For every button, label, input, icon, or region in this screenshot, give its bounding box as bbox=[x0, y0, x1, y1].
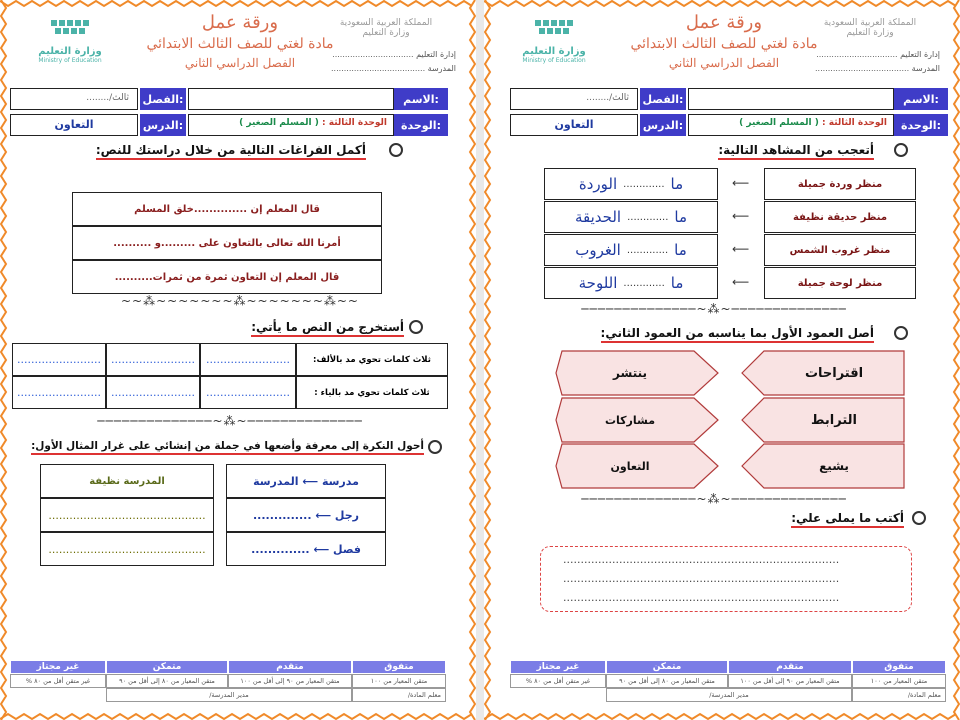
answer-dots: ............. bbox=[623, 178, 665, 190]
teacher-field: معلم المادة/ bbox=[852, 688, 946, 702]
q1-line-3: قال المعلم إن التعاون ثمرة من ثمرات.......... bbox=[72, 260, 382, 294]
arrow-left-icon: ⟵ bbox=[732, 176, 750, 190]
unit-field bbox=[688, 114, 894, 136]
school-field: المدرسة ..................................... bbox=[331, 64, 456, 73]
exclamation-answer[interactable] bbox=[544, 267, 718, 299]
class-field[interactable]: ثالث/........ bbox=[10, 88, 138, 110]
grade-cell: متقن المعيار من ١٠٠ bbox=[352, 674, 446, 688]
arrow-left-icon: ⟵ bbox=[732, 275, 750, 289]
unit-number: الوحدة الثالثة : bbox=[822, 118, 887, 128]
grade-cell: متقن المعيار من ٩٠ إلى أقل من ١٠٠ bbox=[228, 674, 352, 688]
answer-dots: ............. bbox=[623, 277, 665, 289]
match-col2-item: ينتشر bbox=[613, 366, 647, 380]
unit-label: الوحدة: bbox=[894, 114, 948, 136]
q2-row2-label: ثلاث كلمات تحوي مد بالياء : bbox=[296, 376, 448, 409]
grade-header: غير مجتاز bbox=[510, 660, 606, 674]
q2-blank[interactable]: ........................ bbox=[106, 343, 200, 376]
grade-cell: غير متقن أقل من ٨٠ % bbox=[10, 674, 106, 688]
match-col2-item: مشاركات bbox=[604, 413, 656, 427]
scene-box: منظر غروب الشمس bbox=[764, 234, 916, 266]
ornament-divider: ──────────────~⁂~────────────── bbox=[97, 414, 363, 428]
q3-word-2: رجل ⟵ .............. bbox=[226, 498, 386, 532]
kingdom-line1: المملكة العربية السعودية bbox=[339, 18, 433, 28]
q3-sentence-3[interactable]: ............................................. bbox=[40, 532, 214, 566]
ministry-name-en: Ministry of Education bbox=[522, 57, 586, 64]
exclamation-answer[interactable] bbox=[544, 201, 718, 233]
kingdom-line2: وزارة التعليم bbox=[846, 28, 894, 38]
ministry-name-ar: وزارة التعليم bbox=[522, 46, 586, 57]
kingdom-line2: وزارة التعليم bbox=[362, 28, 410, 38]
unit-name: ( المسلم الصغير ) bbox=[239, 118, 319, 128]
dictation-line: ............................................................................... bbox=[563, 572, 840, 585]
q2-blank[interactable]: ........................ bbox=[12, 343, 106, 376]
match-col2-item: التعاون bbox=[610, 459, 650, 473]
teacher-field: معلم المادة/ bbox=[352, 688, 446, 702]
ornament-divider: ──────────────~⁂~────────────── bbox=[581, 492, 847, 506]
ministry-name-ar: وزارة التعليم bbox=[38, 46, 102, 57]
q3-sentence-2[interactable]: ............................................. bbox=[40, 498, 214, 532]
worksheet-page-right bbox=[484, 0, 960, 720]
worksheet-page-left bbox=[0, 0, 476, 720]
answer-dots: ............. bbox=[627, 211, 669, 223]
match-col1-item: يشيع bbox=[819, 459, 849, 473]
unit-number: الوحدة الثالثة : bbox=[322, 118, 387, 128]
edu-admin-field: إدارة التعليم ................................ bbox=[332, 50, 456, 59]
answer-dots: ............. bbox=[626, 244, 669, 256]
exclamation-answer[interactable] bbox=[544, 168, 718, 200]
ministry-logo-icon bbox=[45, 18, 95, 42]
answer-word: الغروب bbox=[575, 241, 621, 259]
ministry-name-en: Ministry of Education bbox=[38, 57, 102, 64]
lesson-field: التعاون bbox=[10, 114, 138, 136]
ministry-logo-icon bbox=[529, 18, 579, 42]
q2-blank[interactable]: ........................ bbox=[200, 376, 296, 409]
match-col1-item: الترابط bbox=[811, 412, 857, 428]
dictation-box[interactable] bbox=[540, 546, 912, 612]
lesson-label: الدرس: bbox=[140, 114, 186, 136]
kingdom-logo bbox=[820, 18, 920, 38]
class-label: الفصل: bbox=[640, 88, 686, 110]
q3-title: أحول النكرة إلى معرفة وأضعها في جملة من إنشائي على غرار المثال الأول: bbox=[31, 440, 424, 455]
semester-label: الفصل الدراسي الثاني bbox=[184, 56, 296, 70]
rq2-title: أصل العمود الأول بما يناسبه من العمود الثاني: bbox=[601, 326, 874, 343]
grade-header: غير مجتاز bbox=[10, 660, 106, 674]
ma-word: ما bbox=[670, 175, 684, 193]
dictation-line: ............................................................................... bbox=[563, 591, 840, 604]
lesson-label: الدرس: bbox=[640, 114, 686, 136]
q3-word-3: فصل ⟵ .............. bbox=[226, 532, 386, 566]
grade-cell: متقن المعيار من ١٠٠ bbox=[852, 674, 946, 688]
question-ring-icon bbox=[389, 143, 403, 157]
grade-cell: متقن المعيار من ٨٠ إلى أقل من ٩٠ bbox=[606, 674, 728, 688]
scene-box: منظر لوحة جميلة bbox=[764, 267, 916, 299]
answer-word: اللوحة bbox=[578, 274, 618, 292]
kingdom-logo bbox=[336, 18, 436, 38]
worksheet-title: ورقة عمل bbox=[685, 12, 763, 33]
grade-header: متفوق bbox=[852, 660, 946, 674]
question-ring-icon bbox=[428, 440, 442, 454]
scene-box: منظر حديقة نظيفة bbox=[764, 201, 916, 233]
q2-blank[interactable]: ........................ bbox=[12, 376, 106, 409]
ministry-logo bbox=[514, 18, 594, 64]
q3-example-word: مدرسة ⟵ المدرسة bbox=[226, 464, 386, 498]
semester-label: الفصل الدراسي الثاني bbox=[668, 56, 780, 70]
rq3-title: أكتب ما يملى علي: bbox=[791, 511, 904, 528]
question-ring-icon bbox=[409, 320, 423, 334]
arrow-left-icon: ⟵ bbox=[732, 209, 750, 223]
q1-line-2: أمرنا الله تعالى بالتعاون على .........و .......... bbox=[72, 226, 382, 260]
principal-field: مدير المدرسة/ bbox=[606, 688, 852, 702]
q2-row1-label: ثلاث كلمات تحوي مد بالألف: bbox=[296, 343, 448, 376]
worksheet-subtitle: مادة لغتي للصف الثالث الابتدائي bbox=[630, 36, 818, 52]
q3-example-sentence: المدرسة نظيفة bbox=[40, 464, 214, 498]
q2-title: أستخرج من النص ما يأتي: bbox=[251, 320, 404, 337]
name-label: الاسم: bbox=[894, 88, 948, 110]
match-col1-item: اقتراحات bbox=[804, 365, 864, 381]
grade-cell: متقن المعيار من ٩٠ إلى أقل من ١٠٠ bbox=[728, 674, 852, 688]
q2-blank[interactable]: ........................ bbox=[200, 343, 296, 376]
worksheet-subtitle: مادة لغتي للصف الثالث الابتدائي bbox=[146, 36, 334, 52]
ministry-logo bbox=[30, 18, 110, 64]
grade-header: متفوق bbox=[352, 660, 446, 674]
edu-admin-field: إدارة التعليم ................................ bbox=[816, 50, 940, 59]
grade-header: متقدم bbox=[728, 660, 852, 674]
ma-word: ما bbox=[674, 241, 687, 259]
page-separator bbox=[476, 0, 484, 720]
exclamation-answer[interactable] bbox=[544, 234, 718, 266]
name-label: الاسم: bbox=[394, 88, 448, 110]
ornament-divider: ──────────────~⁂~────────────── bbox=[581, 302, 847, 316]
question-ring-icon bbox=[894, 326, 908, 340]
ma-word: ما bbox=[674, 208, 688, 226]
class-label: الفصل: bbox=[140, 88, 186, 110]
q1-line-1: قال المعلم إن ..............خلق المسلم bbox=[72, 192, 382, 226]
grade-header: متمكن bbox=[606, 660, 728, 674]
principal-field: مدير المدرسة/ bbox=[106, 688, 352, 702]
arrow-left-icon: ⟵ bbox=[732, 242, 750, 256]
name-field[interactable] bbox=[188, 88, 394, 110]
grade-header: متمكن bbox=[106, 660, 228, 674]
dictation-line: ............................................................................... bbox=[563, 553, 840, 566]
ma-word: ما bbox=[670, 274, 684, 292]
question-ring-icon bbox=[894, 143, 908, 157]
q2-blank[interactable]: ........................ bbox=[106, 376, 200, 409]
grade-header: متقدم bbox=[228, 660, 352, 674]
answer-word: الوردة bbox=[578, 175, 618, 193]
class-field[interactable]: ثالث/........ bbox=[510, 88, 638, 110]
unit-label: الوحدة: bbox=[394, 114, 448, 136]
school-field: المدرسة ..................................... bbox=[815, 64, 940, 73]
grade-cell: غير متقن أقل من ٨٠ % bbox=[510, 674, 606, 688]
name-field[interactable] bbox=[688, 88, 894, 110]
worksheet-title: ورقة عمل bbox=[201, 12, 279, 33]
question-ring-icon bbox=[912, 511, 926, 525]
scene-box: منظر وردة جميلة bbox=[764, 168, 916, 200]
unit-field bbox=[188, 114, 394, 136]
lesson-field: التعاون bbox=[510, 114, 638, 136]
q1-title: أكمل الفراغات التالية من خلال دراستك للنص: bbox=[96, 143, 366, 160]
answer-word: الحديقة bbox=[574, 208, 622, 226]
grade-cell: متقن المعيار من ٨٠ إلى أقل من ٩٠ bbox=[106, 674, 228, 688]
unit-name: ( المسلم الصغير ) bbox=[739, 118, 819, 128]
ornament-divider: ~~⁂~~~~~~~⁂~~~~~~~⁂~~ bbox=[121, 294, 359, 308]
kingdom-line1: المملكة العربية السعودية bbox=[823, 18, 917, 28]
rq1-title: أتعجب من المشاهد التالية: bbox=[718, 143, 874, 160]
